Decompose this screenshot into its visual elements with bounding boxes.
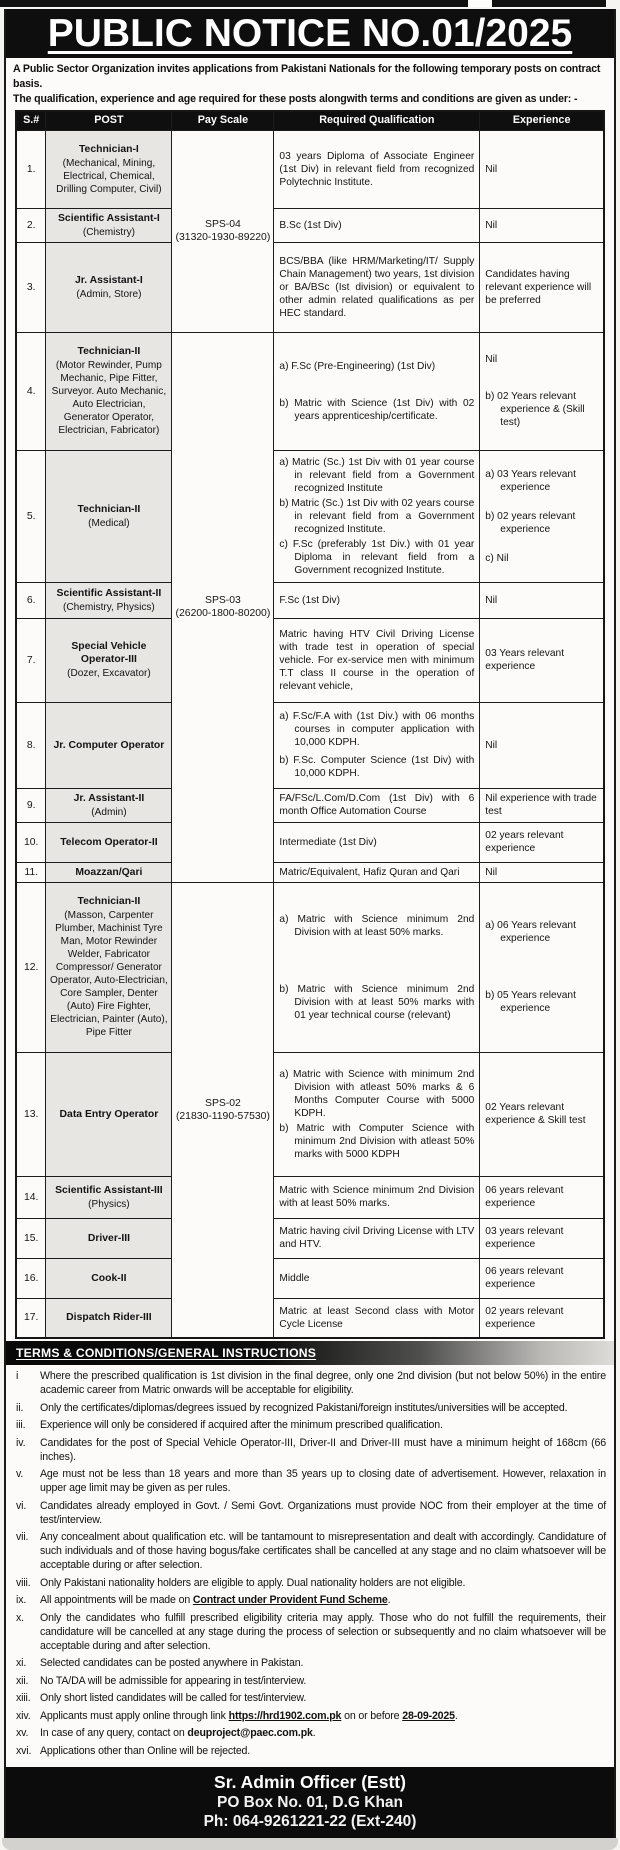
term-text <box>40 1576 606 1590</box>
experience-cell <box>480 1258 604 1298</box>
experience-item: 02 years relevant experience <box>485 1305 564 1330</box>
term-text <box>40 1530 606 1572</box>
experience-item: Nil <box>485 219 498 231</box>
qualification-item: c) F.Sc (preferably 1st Div.) with 01 year Diploma in relevant field from a Government recognized Institute. <box>279 538 475 576</box>
term-text <box>40 1674 606 1688</box>
post-cell <box>46 1258 172 1298</box>
experience-item: Nil <box>485 594 498 606</box>
post-detail: (Dozer, Excavator) <box>67 668 151 679</box>
term-numeral: v. <box>16 1468 24 1480</box>
qualification-item: Intermediate (1st Div) <box>279 836 377 848</box>
qualification-cell <box>274 862 480 882</box>
term-numeral: vii. <box>16 1531 29 1543</box>
table-row <box>16 1258 604 1298</box>
post-cell <box>46 582 172 618</box>
experience-item: 06 years relevant experience <box>485 1266 564 1290</box>
qualification-item: b) F.Sc. Computer Science (1st Div) with 10,000 KDPH. <box>279 755 475 779</box>
term-text <box>40 1418 606 1432</box>
qualification-item: Matric having civil Driving License with LTV and HTV. <box>279 1226 475 1250</box>
post-detail: (Medical) <box>88 517 130 529</box>
post-name: Cook-II <box>91 1272 127 1284</box>
term-text <box>40 1726 606 1740</box>
qualification-cell <box>274 332 480 450</box>
table-row <box>16 788 604 822</box>
qualification-cell <box>274 618 480 702</box>
term-item <box>12 1369 606 1397</box>
qualification-item: Matric at least Second class with Motor Cycle License <box>279 1305 475 1330</box>
term-item <box>12 1593 606 1607</box>
term-text <box>40 1744 606 1758</box>
table-row <box>16 208 604 242</box>
experience-cell <box>480 862 604 882</box>
serial-cell: 14. <box>16 1176 46 1218</box>
experience-cell <box>480 882 604 1052</box>
posts-table-body <box>16 130 604 1338</box>
experience-item: a) 03 Years relevant experience <box>485 468 576 493</box>
term-numeral: xii. <box>16 1674 29 1687</box>
experience-item: Nil <box>485 163 498 175</box>
term-segment: Candidates already employed in Govt. / Semi Govt. Organizations must provide NOC from their employer at the time of test/interview. <box>40 1499 606 1526</box>
qualification-cell <box>274 450 480 582</box>
experience-cell <box>480 1052 604 1176</box>
table-row <box>16 450 604 582</box>
post-name: Technician-II <box>77 896 141 907</box>
term-segment: No TA/DA will be admissible for appearing in test/interview. <box>40 1674 307 1687</box>
serial-cell: 17. <box>16 1298 46 1338</box>
post-cell <box>46 882 172 1052</box>
serial-cell: 7. <box>16 618 46 702</box>
payscale-cell <box>172 332 274 882</box>
qualification-cell <box>274 1052 480 1176</box>
experience-item: Candidates having relevant experience will be preferred <box>485 268 592 306</box>
experience-item: 06 years relevant experience <box>485 1185 564 1209</box>
term-segment: Only the certificates/diplomas/degrees issued by recognized Pakistani/foreign institutes/universities will be accepted. <box>40 1401 568 1414</box>
term-segment: Only short listed candidates will be called for test/interview. <box>40 1692 307 1704</box>
serial-cell: 15. <box>16 1218 46 1258</box>
experience-item: Nil <box>485 739 498 751</box>
term-item <box>12 1436 606 1464</box>
serial-cell: 9. <box>16 788 46 822</box>
experience-item: b) 02 years relevant experience <box>485 510 576 535</box>
post-name: Jr. Computer Operator <box>53 739 165 751</box>
term-segment: Age must not be less than 18 years and more than 35 years up to closing date of advertisement. However, relaxation in upper age limit may be given as per rules. <box>40 1468 606 1494</box>
post-cell <box>46 332 172 450</box>
term-segment: In case of any query, contact on <box>40 1727 188 1739</box>
term-text <box>40 1656 606 1670</box>
signatory-title: Sr. Admin Officer (Estt) <box>214 1772 406 1792</box>
term-segment: Experience will only be considered if acquired after the minimum prescribed qualification. <box>40 1419 443 1431</box>
experience-cell <box>480 822 604 862</box>
experience-item: Nil <box>485 866 498 878</box>
experience-item: c) Nil <box>485 552 509 564</box>
qualification-item: b) Matric (Sc.) 1st Div with 02 years course in relevant field from a Government recognized Institute. <box>279 497 475 535</box>
post-detail: (Admin, Store) <box>76 288 142 300</box>
closing-date: 28-09-2025 <box>402 1709 455 1722</box>
experience-cell <box>480 582 604 618</box>
phone-number: Ph: 064-9261221-22 (Ext-240) <box>203 1813 417 1830</box>
post-name: Scientific Assistant-I <box>57 212 160 224</box>
term-segment: Where the prescribed qualification is 1st division in the final degree, only one 2nd division (but not below 50%) in the entire academic career from Matric onwards will be acceptable for eligibility. <box>40 1370 606 1396</box>
term-numeral: iii. <box>16 1419 26 1431</box>
experience-item: 03 years relevant experience <box>485 1226 564 1250</box>
term-segment: Only the candidates who fulfill prescribed eligibility criteria may apply. Those who do not fulfill the requirements, their candidature will be cancelled at any stage during the process of selection or subsequently and no claim whatsoever will be acceptable during and after selection. <box>40 1611 606 1652</box>
term-numeral: i <box>16 1370 19 1382</box>
term-segment: . <box>387 1594 391 1606</box>
table-row <box>16 1218 604 1258</box>
terms-section <box>6 1341 614 1767</box>
table-row <box>16 862 604 882</box>
table-row <box>16 1298 604 1338</box>
terms-heading-text: TERMS & CONDITIONS/GENERAL INSTRUCTIONS <box>16 1346 317 1360</box>
post-cell <box>46 130 172 208</box>
experience-cell <box>480 618 604 702</box>
qualification-item: Matric with Science minimum 2nd Division with at least 50% marks. <box>279 1185 475 1209</box>
post-cell <box>46 1218 172 1258</box>
post-name: Driver-III <box>87 1232 130 1244</box>
term-text <box>40 1401 606 1415</box>
terms-list <box>6 1365 614 1767</box>
post-detail: (Admin) <box>91 806 127 818</box>
term-item <box>12 1656 606 1670</box>
experience-item: b) 02 Years relevant experience & (Skill test) <box>485 391 585 428</box>
intro-line-2: The qualification, experience and age required for these posts alongwith terms and conditions are given as under: - <box>13 93 578 105</box>
post-name: Moazzan/Qari <box>75 866 143 878</box>
qualification-item: b) Matric with Science minimum 2nd Division with at least 50% marks with 01 year technical course (relevant) <box>279 983 475 1021</box>
posts-table <box>15 110 605 1339</box>
qualification-cell <box>274 882 480 1052</box>
payscale-code: SPS-04 <box>205 219 241 230</box>
term-text <box>40 1691 606 1705</box>
qualification-cell <box>274 1258 480 1298</box>
post-detail: (Physics) <box>88 1198 130 1210</box>
term-item <box>12 1744 606 1758</box>
qualification-item: FA/FSc/L.Com/D.Com (1st Div) with 6 month Office Automation Course <box>279 793 475 817</box>
qualification-cell <box>274 822 480 862</box>
post-cell <box>46 618 172 702</box>
experience-item: 02 Years relevant experience & Skill test <box>485 1102 586 1126</box>
term-segment: . <box>454 1709 458 1722</box>
table-row <box>16 582 604 618</box>
term-segment: Only Pakistani nationality holders are eligible to apply. Dual nationality holders are not eligible. <box>40 1576 466 1589</box>
term-segment: Applications other than Online will be rejected. <box>40 1744 251 1757</box>
table-row <box>16 702 604 788</box>
post-name: Telecom Operator-II <box>60 836 158 848</box>
term-text <box>40 1369 606 1397</box>
term-segment: Contract under Provident Fund Scheme <box>192 1594 388 1606</box>
qualification-item: a) Matric with Science with minimum 2nd Division with atleast 50% marks & 6 Months Computer Course with 5000 KDPH. <box>279 1068 475 1119</box>
serial-cell: 4. <box>16 332 46 450</box>
term-text <box>40 1499 606 1527</box>
qualification-cell <box>274 788 480 822</box>
serial-cell: 11. <box>16 862 46 882</box>
apply-link[interactable]: https://hrd1902.com.pk <box>228 1709 342 1722</box>
term-item <box>12 1530 606 1572</box>
experience-item: b) 05 Years relevant experience <box>485 990 576 1014</box>
notice-title: PUBLIC NOTICE NO.01/2025 <box>47 11 573 55</box>
payscale-code: SPS-02 <box>205 1097 241 1109</box>
post-name: Technician-II <box>77 346 141 357</box>
term-item <box>12 1418 606 1432</box>
qualification-cell <box>274 1218 480 1258</box>
payscale-cell <box>172 882 274 1338</box>
qualification-item: b) Matric with Science (1st Div) with 02 years apprenticeship/certificate. <box>279 397 475 422</box>
term-numeral: vi. <box>16 1499 27 1512</box>
header-experience: Experience <box>480 111 604 130</box>
post-cell <box>46 1298 172 1338</box>
post-name: Special Vehicle Operator-III <box>71 641 147 665</box>
qualification-item: F.Sc (1st Div) <box>279 594 340 606</box>
serial-cell: 16. <box>16 1258 46 1298</box>
post-name: Data Entry Operator <box>59 1108 159 1120</box>
notice-frame <box>4 9 616 1838</box>
experience-item: Nil <box>485 354 498 365</box>
qualification-cell <box>274 582 480 618</box>
term-item <box>12 1726 606 1740</box>
experience-item: 03 Years relevant experience <box>485 648 565 672</box>
scan-edge-strip <box>0 0 620 7</box>
term-numeral: xiv. <box>16 1709 31 1722</box>
term-numeral: xiii. <box>16 1692 31 1704</box>
table-row <box>16 1052 604 1176</box>
table-row <box>16 882 604 1052</box>
qualification-item: B.Sc (1st Div) <box>279 219 342 231</box>
term-item <box>12 1691 606 1705</box>
experience-cell <box>480 242 604 332</box>
payscale-range: (21830-1190-57530) <box>175 1110 270 1122</box>
post-name: Technician-I <box>78 143 139 155</box>
term-numeral: ix. <box>16 1594 27 1606</box>
qualification-cell <box>274 702 480 788</box>
experience-cell <box>480 130 604 208</box>
post-name: Jr. Assistant-II <box>73 792 145 804</box>
intro-line-1: A Public Sector Organization invites applications from Pakistani Nationals for the following temporary posts on contract basis. <box>13 63 601 90</box>
serial-cell: 2. <box>16 208 46 242</box>
term-segment: . <box>312 1727 316 1739</box>
header-row <box>16 111 604 130</box>
post-cell <box>46 450 172 582</box>
qualification-item: 03 years Diploma of Associate Engineer (1st Div) in relevant field from recognized Polytechnic Institute. <box>279 150 475 188</box>
post-cell <box>46 702 172 788</box>
table-row <box>16 822 604 862</box>
qualification-item: BCS/BBA (like HRM/Marketing/IT/ Supply Chain Management) two years, 1st division or BA/BSc (Ist division) or equivalent to other admin related qualifications as per HEC standard. <box>279 255 475 319</box>
payscale-code: SPS-03 <box>205 595 241 606</box>
qualification-item: a) Matric (Sc.) 1st Div with 01 year course in relevant field from a Government recognized Institute <box>279 456 475 494</box>
post-detail: (Chemistry) <box>82 226 135 238</box>
post-detail: (Masson, Carpenter Plumber, Machinist Tyre Man, Motor Rewinder Welder, Fabricator Compressor/ Generator Operator, Auto-Electrician, Core Sampler, Denter (Auto) Fire Fighter, Electrician, Painter (Auto), Pipe Fitter <box>49 910 168 1038</box>
table-row <box>16 332 604 450</box>
term-numeral: x. <box>16 1611 24 1624</box>
experience-cell <box>480 450 604 582</box>
scan-bottom-edge <box>2 1838 618 1850</box>
header-qualification: Required Qualification <box>274 111 480 130</box>
post-name: Jr. Assistant-I <box>75 274 143 286</box>
experience-cell <box>480 208 604 242</box>
table-row <box>16 130 604 208</box>
post-name: Dispatch Rider-III <box>66 1312 152 1324</box>
term-numeral: ii. <box>16 1401 24 1414</box>
qualification-cell <box>274 130 480 208</box>
term-segment: Any concealment about qualification etc. will be tantamount to misrepresentation and dealt with accordingly. Candidature of such individuals and of those having bogus/fake certificates shall be cancelled at any stage and no claim whatsoever will be acceptable during or after selection. <box>40 1531 606 1571</box>
experience-cell <box>480 1218 604 1258</box>
serial-cell: 6. <box>16 582 46 618</box>
header-payscale: Pay Scale <box>172 111 274 130</box>
footer-bar <box>6 1767 614 1838</box>
qualification-item: a) F.Sc/F.A with (1st Div.) with 06 months courses in computer application with 10,000 KDPH. <box>279 711 475 748</box>
post-cell <box>46 1176 172 1218</box>
table-row <box>16 1176 604 1218</box>
term-text <box>40 1593 606 1607</box>
serial-cell: 3. <box>16 242 46 332</box>
qualification-item: a) F.Sc (Pre-Engineering) (1st Div) <box>279 360 436 372</box>
term-numeral: xv. <box>16 1727 29 1739</box>
table-row <box>16 618 604 702</box>
experience-item: Nil experience with trade test <box>485 793 597 817</box>
term-numeral: xi. <box>16 1657 27 1669</box>
term-item <box>12 1576 606 1590</box>
term-segment: Applicants must apply online through link <box>40 1709 229 1722</box>
experience-cell <box>480 702 604 788</box>
title-bar <box>6 9 614 58</box>
qualification-item: Middle <box>279 1272 310 1284</box>
qualification-item: Matric having HTV Civil Driving License with trade test in operation of special vehicle. For ex-service men with minimum T.T class II course in the operation of relevant vehicle, <box>279 628 475 692</box>
term-item <box>12 1674 606 1688</box>
experience-cell <box>480 332 604 450</box>
serial-cell: 12. <box>16 882 46 1052</box>
payscale-range: (26200-1800-80200) <box>175 608 271 619</box>
qualification-cell <box>274 1176 480 1218</box>
qualification-item: b) Matric with Computer Science with minimum 2nd Division with atleast 50% marks with 5000 KDPH <box>279 1122 475 1160</box>
payscale-cell <box>172 130 274 332</box>
term-numeral: xvi. <box>16 1744 32 1757</box>
experience-item: 02 years relevant experience <box>485 830 564 854</box>
post-name: Scientific Assistant-III <box>55 1184 163 1196</box>
post-cell <box>46 788 172 822</box>
experience-cell <box>480 788 604 822</box>
qualification-cell <box>274 208 480 242</box>
serial-cell: 8. <box>16 702 46 788</box>
experience-item: a) 06 Years relevant experience <box>485 920 576 944</box>
term-segment: All appointments will be made on <box>40 1594 193 1606</box>
post-cell <box>46 822 172 862</box>
term-numeral: iv. <box>16 1436 26 1449</box>
term-text <box>40 1436 606 1464</box>
term-text <box>40 1611 606 1653</box>
experience-cell <box>480 1298 604 1338</box>
post-detail: (Mechanical, Mining, Electrical, Chemical, Drilling Computer, Civil) <box>56 157 162 195</box>
post-name: Technician-II <box>77 503 141 515</box>
posts-table-header <box>16 111 604 130</box>
term-segment: on or before <box>341 1709 403 1722</box>
term-text <box>40 1467 606 1495</box>
serial-cell: 10. <box>16 822 46 862</box>
term-segment: Selected candidates can be posted anywhere in Pakistan. <box>40 1657 304 1669</box>
post-detail: (Motor Rewinder, Pump Mechanic, Pipe Fitter, Surveyor. Auto Mechanic, Auto Electrician, Generator Operator, Electrician, Fabricator) <box>51 360 167 436</box>
terms-heading-bar <box>6 1341 614 1365</box>
term-text <box>40 1709 606 1723</box>
table-row <box>16 242 604 332</box>
serial-cell: 1. <box>16 130 46 208</box>
post-detail: (Chemistry, Physics) <box>63 601 155 613</box>
contact-email[interactable]: deuproject@paec.com.pk <box>187 1727 313 1739</box>
qualification-item: a) Matric with Science minimum 2nd Division with at least 50% marks. <box>279 913 475 938</box>
qualification-cell <box>274 1298 480 1338</box>
post-name: Scientific Assistant-II <box>56 587 162 599</box>
serial-cell: 5. <box>16 450 46 582</box>
term-segment: Candidates for the post of Special Vehicle Operator-III, Driver-II and Driver-III must have a minimum height of 168cm (66 inches). <box>40 1436 606 1463</box>
intro-paragraph <box>13 62 607 107</box>
term-item <box>12 1611 606 1653</box>
payscale-range: (31320-1930-89220) <box>175 232 271 243</box>
experience-cell <box>480 1176 604 1218</box>
post-cell <box>46 862 172 882</box>
qualification-cell <box>274 242 480 332</box>
term-item <box>12 1467 606 1495</box>
term-item <box>12 1709 606 1723</box>
term-item <box>12 1401 606 1415</box>
qualification-item: Matric/Equivalent, Hafiz Quran and Qari <box>279 866 460 878</box>
serial-cell: 13. <box>16 1052 46 1176</box>
post-cell <box>46 1052 172 1176</box>
header-post: POST <box>46 111 172 130</box>
term-item <box>12 1499 606 1527</box>
term-numeral: viii. <box>16 1576 31 1589</box>
post-cell <box>46 242 172 332</box>
post-cell <box>46 208 172 242</box>
po-box-address: PO Box No. 01, D.G Khan <box>216 1794 404 1811</box>
header-serial: S.# <box>16 111 46 130</box>
